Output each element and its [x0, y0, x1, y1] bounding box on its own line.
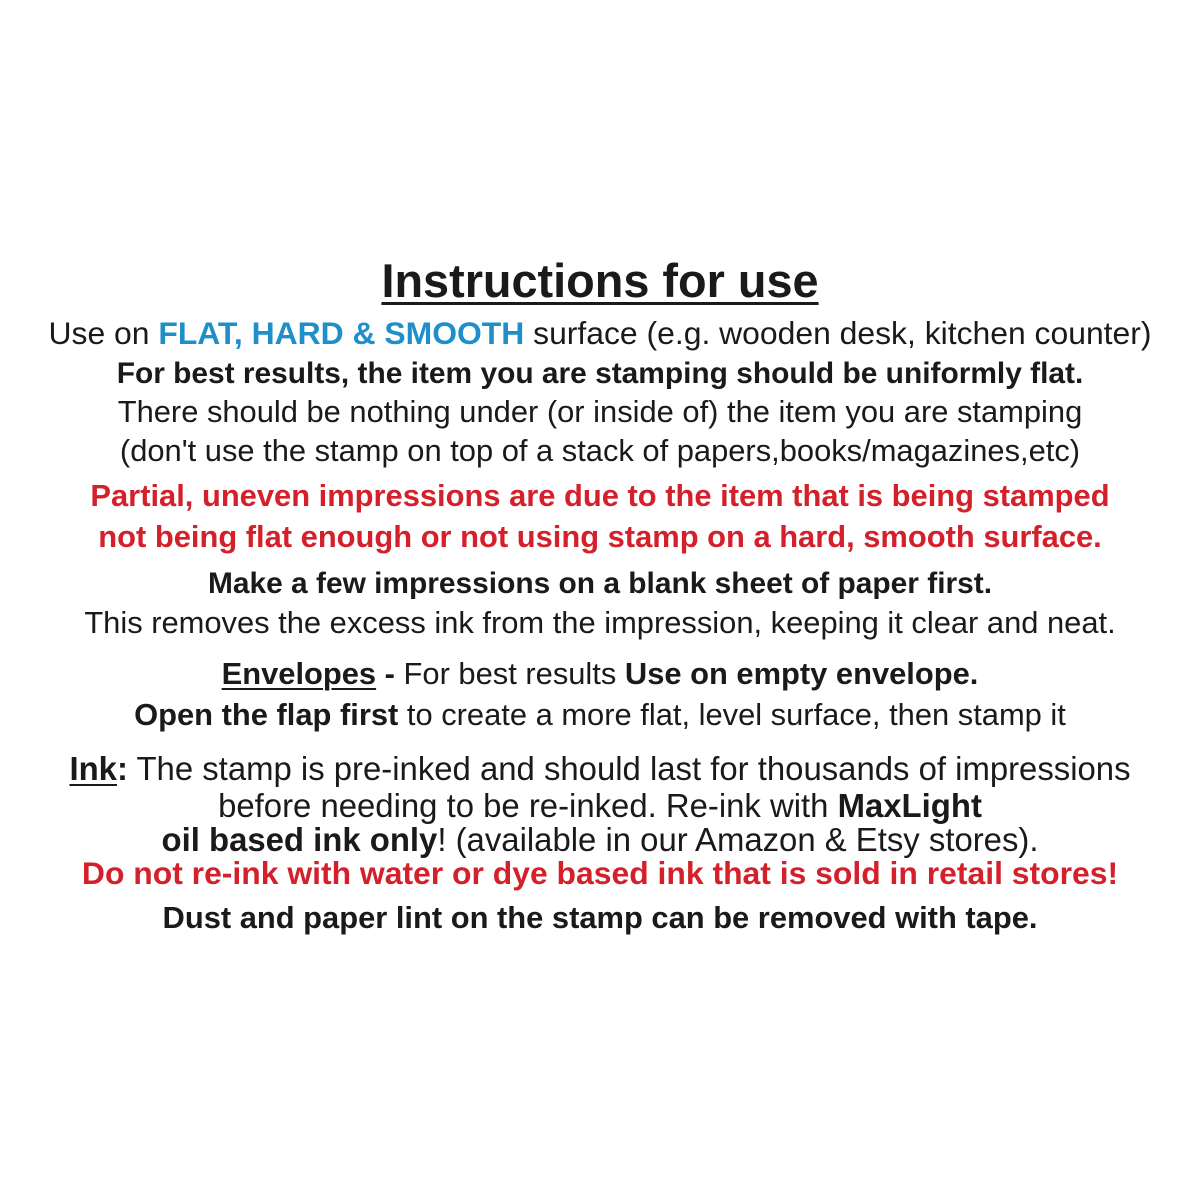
instructions-title: Instructions for use — [381, 255, 819, 307]
envelopes-text: For best results — [403, 656, 625, 691]
ink-line-3 — [0, 821, 1200, 858]
stack-line: (don't use the stamp on top of a stack of papers,books/magazines,etc) — [119, 433, 1081, 468]
best-results-line: For best results, the item you are stamping should be uniformly flat. — [116, 357, 1084, 390]
ink-line-3-text: ! (available in our Amazon & Etsy stores). — [437, 821, 1039, 858]
envelopes-bold: Use on empty envelope. — [624, 656, 979, 691]
dust-line: Dust and paper lint on the stamp can be removed with tape. — [162, 900, 1038, 935]
ink-heading: Ink — [69, 750, 117, 787]
ink-colon: : — [116, 750, 128, 787]
envelopes-dash: - — [376, 656, 404, 691]
flap-bold: Open the flap first — [134, 697, 399, 732]
maxlight-brand: MaxLight — [837, 787, 982, 824]
partial-warning-line-2: not being flat enough or not using stamp on a hard, smooth surface. — [98, 519, 1102, 554]
test-impressions-line: Make a few impressions on a blank sheet of paper first. — [207, 567, 993, 600]
ink-line-2-text: before needing to be re-inked. Re-ink with — [218, 787, 838, 824]
nothing-under-line: There should be nothing under (or inside of) the item you are stamping — [117, 394, 1083, 429]
reink-warning: Do not re-ink with water or dye based ink that is sold in retail stores! — [81, 855, 1119, 891]
ink-line-1-text: The stamp is pre-inked and should last for thousands of impressions — [127, 750, 1131, 787]
ink-line-2 — [0, 787, 1200, 824]
excess-ink-line: This removes the excess ink from the impression, keeping it clear and neat. — [84, 605, 1116, 640]
surface-emphasis: FLAT, HARD & SMOOTH — [158, 315, 525, 351]
partial-warning-line-1: Partial, uneven impressions are due to the item that is being stamped — [90, 478, 1110, 513]
envelopes-line — [0, 656, 1200, 691]
envelopes-heading: Envelopes — [221, 656, 377, 691]
envelope-flap-line — [0, 697, 1200, 732]
surface-prefix: Use on — [48, 315, 159, 351]
surface-line — [0, 315, 1200, 351]
ink-line-1 — [0, 750, 1200, 787]
flap-text: to create a more flat, level surface, then stamp it — [398, 697, 1066, 732]
surface-suffix: surface (e.g. wooden desk, kitchen counter) — [524, 315, 1152, 351]
oil-based-ink-only: oil based ink only — [161, 821, 438, 858]
